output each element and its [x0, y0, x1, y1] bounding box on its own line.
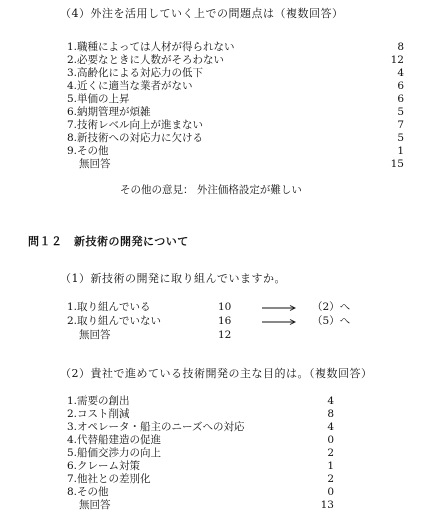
list-item-count: 4 [327, 421, 334, 433]
q12-1-heading: （1）新技術の開発に取り組んでいますか。 [60, 272, 286, 285]
list-item-count: 16 [218, 315, 232, 327]
list-item-count: 2 [327, 473, 334, 485]
list-item-count: 1 [327, 460, 334, 472]
list-item-count: 13 [320, 499, 334, 511]
goto-label: （5）へ [312, 315, 351, 327]
list-item-label: 8.その他 [67, 486, 109, 498]
section-title: 問１２ 新技術の開発について [28, 235, 189, 248]
list-item-label: 1.取り組んでいる [67, 301, 151, 313]
list-item-count: 5 [397, 132, 404, 144]
arrow-right-icon [262, 319, 296, 325]
list-item-label: 無回答 [79, 158, 111, 170]
list-item-count: 8 [397, 41, 404, 53]
list-item-count: 6 [397, 80, 404, 92]
list-item-count: 6 [397, 93, 404, 105]
list-item-label: 4.代替船建造の促進 [67, 434, 162, 446]
q12-2-heading: （2）貴社で進めている技術開発の主な目的は。（複数回答） [60, 367, 373, 380]
list-item-label: 9.その他 [67, 145, 109, 157]
goto-label: （2）へ [312, 301, 351, 313]
list-item-label: 2.必要なときに人数がそろわない [67, 54, 225, 66]
list-item-label: 6.納期管理が煩雑 [67, 106, 151, 118]
list-item-label: 5.単価の上昇 [67, 93, 130, 105]
other-opinion: その他の意見： 外注価格設定が難しい [120, 184, 302, 196]
q4-heading: （4）外注を活用していく上での問題点は（複数回答） [60, 7, 344, 20]
list-item-count: 8 [327, 408, 334, 420]
list-item-count: 4 [327, 395, 334, 407]
list-item-count: 12 [218, 329, 232, 341]
list-item-count: 4 [397, 67, 404, 79]
list-item-label: 7.他社との差別化 [67, 473, 151, 485]
arrow-right-icon [262, 305, 296, 311]
list-item-count: 0 [327, 434, 334, 446]
list-item-count: 0 [327, 486, 334, 498]
list-item-count: 2 [327, 447, 334, 459]
list-item-label: 6.クレーム対策 [67, 460, 141, 472]
list-item-label: 1.需要の創出 [67, 395, 130, 407]
list-item-label: 3.高齢化による対応力の低下 [67, 67, 204, 79]
list-item-label: 8.新技術への対応力に欠ける [67, 132, 204, 144]
list-item-label: 無回答 [79, 499, 111, 511]
list-item-count: 5 [397, 106, 404, 118]
list-item-label: 1.職種によっては人材が得られない [67, 41, 235, 53]
list-item-label: 5.船価交渉力の向上 [67, 447, 162, 459]
list-item-count: 10 [218, 301, 232, 313]
list-item-count: 15 [390, 158, 404, 170]
list-item-count: 7 [397, 119, 404, 131]
list-item-label: 無回答 [79, 329, 111, 341]
list-item-count: 1 [397, 145, 404, 157]
list-item-count: 12 [390, 54, 404, 66]
list-item-label: 7.技術レベル向上が進まない [67, 119, 204, 131]
list-item-label: 4.近くに適当な業者がない [67, 80, 193, 92]
list-item-label: 2.コスト削減 [67, 408, 130, 420]
list-item-label: 3.オペレータ・船主のニーズへの対応 [67, 421, 245, 433]
list-item-label: 2.取り組んでいない [67, 315, 162, 327]
